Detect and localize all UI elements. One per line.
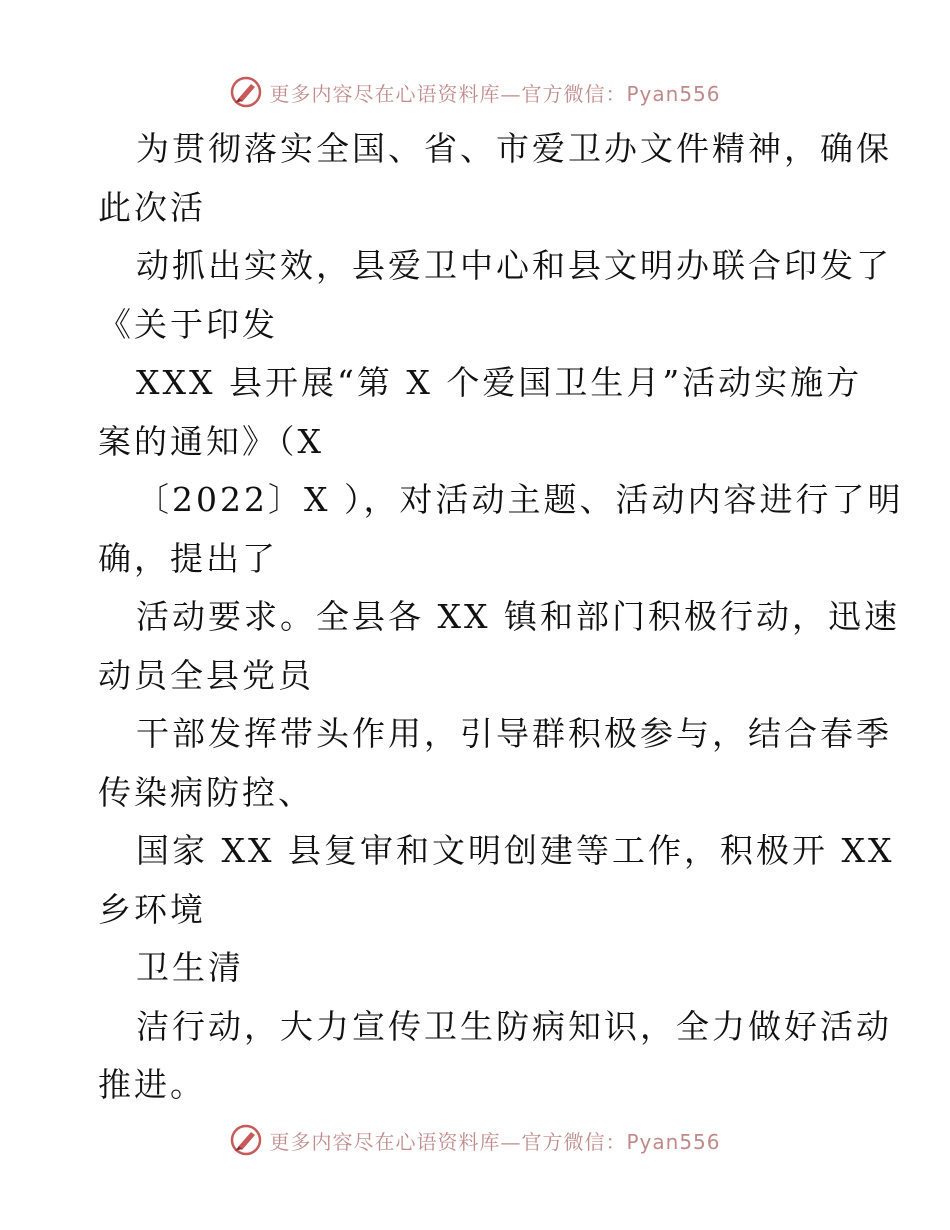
paragraph-line: 国家 XX 县复审和文明创建等工作，积极开 XX bbox=[136, 831, 895, 870]
paragraph-line: 推进。 bbox=[98, 1065, 206, 1104]
header-banner-text: 更多内容尽在心语资料库—官方微信：Pyan556 bbox=[269, 81, 721, 106]
footer-banner-text: 更多内容尽在心语资料库—官方微信：Pyan556 bbox=[269, 1129, 721, 1154]
paragraph-line: 传染病防控、 bbox=[98, 772, 314, 812]
paragraph-line: 卫生清 bbox=[136, 948, 244, 987]
paragraph-line: 洁行动，大力宣传卫生防病知识，全力做好活动 bbox=[136, 1006, 892, 1046]
header-banner bbox=[0, 72, 950, 112]
paragraph-line: 动员全县党员 bbox=[98, 655, 314, 695]
paragraph-line: 此次活 bbox=[98, 187, 206, 227]
paragraph-line: 乡环境 bbox=[98, 889, 206, 929]
paragraph-line: 案的通知》（X bbox=[98, 421, 324, 461]
paragraph-line: 《关于印发 bbox=[98, 304, 278, 344]
paragraph-line: 动抓出实效，县爱卫中心和县文明办联合印发了 bbox=[136, 246, 892, 285]
header-wechat-id: Pyan556 bbox=[626, 81, 721, 106]
footer-wechat-id: Pyan556 bbox=[626, 1129, 721, 1154]
paragraph-line: 为贯彻落实全国、省、市爱卫办文件精神，确保 bbox=[136, 129, 892, 168]
logo-icon bbox=[229, 75, 263, 109]
paragraph-line: 〔2022〕X ），对活动主题、活动内容进行了明 bbox=[136, 480, 904, 519]
paragraph-line: 干部发挥带头作用，引导群积极参与，结合春季 bbox=[136, 714, 892, 753]
paragraph-line: XXX 县开展“第 X 个爱国卫生月”活动实施方 bbox=[136, 363, 863, 402]
paragraph-line: 活动要求。全县各 XX 镇和部门积极行动，迅速 bbox=[136, 597, 900, 636]
document-body bbox=[98, 120, 904, 1115]
logo-icon bbox=[229, 1123, 263, 1157]
footer-banner bbox=[0, 1120, 950, 1160]
paragraph-line: 确，提出了 bbox=[98, 538, 278, 578]
